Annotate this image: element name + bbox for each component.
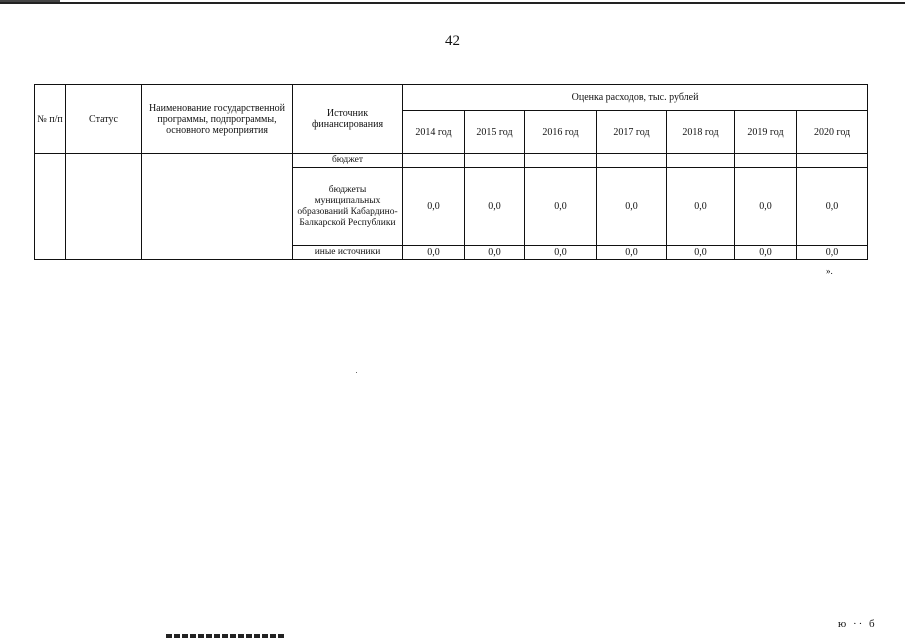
cell-value: 0,0: [403, 246, 465, 260]
cell-value: 0,0: [597, 168, 667, 246]
header-year: 2019 год: [735, 111, 797, 154]
cell-value: 0,0: [735, 168, 797, 246]
page-number: 42: [445, 33, 460, 49]
top-rule: [0, 2, 905, 4]
cell-value: 0,0: [525, 246, 597, 260]
bottom-scan-artifact: [166, 634, 286, 638]
cell-source: иные источники: [293, 246, 403, 260]
header-year: 2017 год: [597, 111, 667, 154]
scan-speck: [356, 372, 357, 373]
header-year: 2015 год: [465, 111, 525, 154]
header-year: 2014 год: [403, 111, 465, 154]
cell-source: бюджет: [293, 154, 403, 168]
header-name: Наименование государственной программы, подпрограммы, основного мероприятия: [142, 85, 293, 154]
cell-value: [403, 154, 465, 168]
cell-status: [66, 154, 142, 260]
cell-value: 0,0: [403, 168, 465, 246]
header-year: 2018 год: [667, 111, 735, 154]
cell-name: [142, 154, 293, 260]
header-source: Источник финансирования: [293, 85, 403, 154]
cell-value: 0,0: [597, 246, 667, 260]
cell-value: 0,0: [797, 168, 868, 246]
header-num: № п/п: [35, 85, 66, 154]
cell-value: 0,0: [667, 246, 735, 260]
closing-quote-mark: ».: [826, 266, 833, 276]
cell-value: [667, 154, 735, 168]
header-estimate: Оценка расходов, тыс. рублей: [403, 85, 868, 111]
cell-value: [525, 154, 597, 168]
cell-value: 0,0: [465, 246, 525, 260]
cell-value: [465, 154, 525, 168]
cell-value: 0,0: [797, 246, 868, 260]
cell-source: бюджеты муниципальных образований Кабардино-Балкарской Республики: [293, 168, 403, 246]
cell-value: 0,0: [667, 168, 735, 246]
header-year: 2020 год: [797, 111, 868, 154]
corner-handwritten-mark: ю ·· б: [838, 618, 877, 630]
cell-value: [597, 154, 667, 168]
cell-value: 0,0: [735, 246, 797, 260]
cell-value: [797, 154, 868, 168]
header-status: Статус: [66, 85, 142, 154]
expenditure-table: [34, 84, 868, 260]
cell-num: [35, 154, 66, 260]
cell-value: 0,0: [525, 168, 597, 246]
table-row: [35, 154, 868, 168]
header-row-1: [35, 85, 868, 111]
header-year: 2016 год: [525, 111, 597, 154]
cell-value: 0,0: [465, 168, 525, 246]
cell-value: [735, 154, 797, 168]
